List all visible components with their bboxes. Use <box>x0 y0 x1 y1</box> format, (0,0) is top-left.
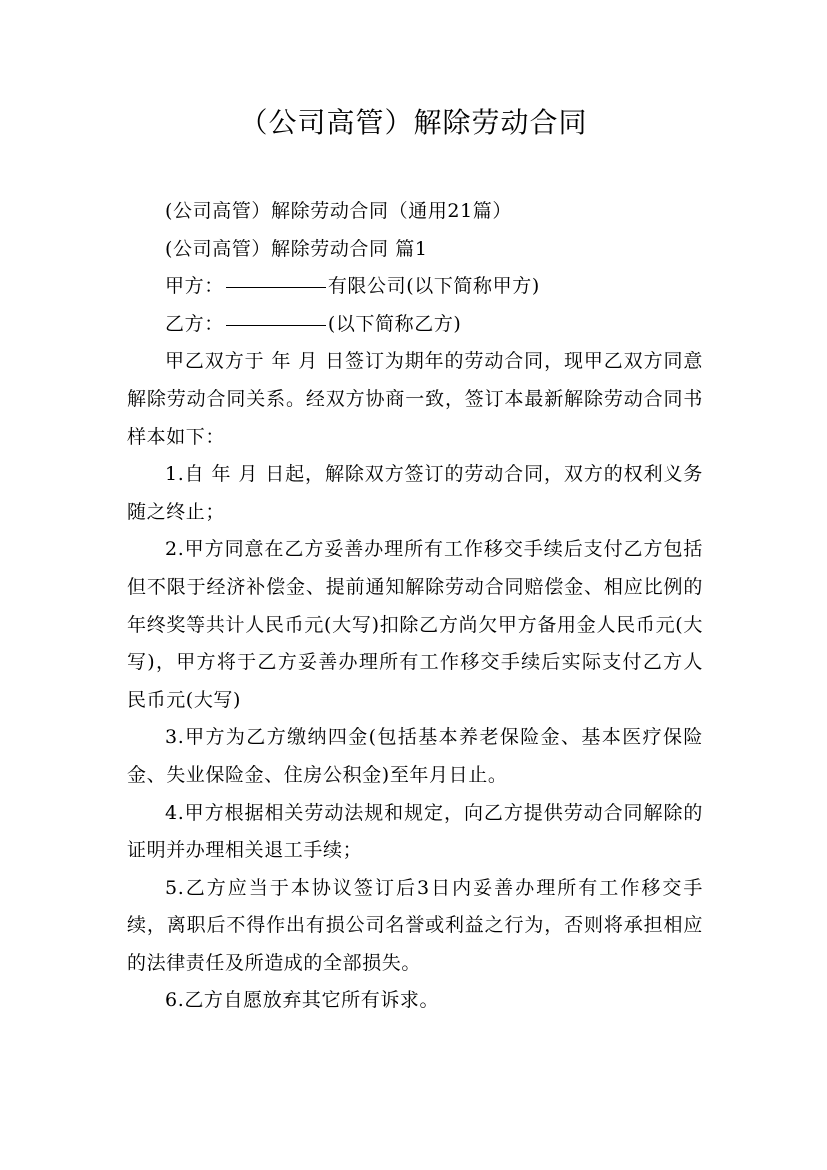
intro-line: (公司高管）解除劳动合同（通用21篇） <box>165 200 512 222</box>
paragraph-clause-2: 2.甲方同意在乙方妥善办理所有工作移交手续后支付乙方包括但不限于经济补偿金、提前通知解除劳动合同赔偿金、相应比例的年终奖等共计人民币元(大写)扣除乙方尚欠甲方备用金人民币元(大写)，甲方将于乙方妥善办理所有工作移交手续后实际支付乙方人民币元(大写) <box>127 538 703 711</box>
paragraph-clause-4: 4.甲方根据相关劳动法规和规定，向乙方提供劳动合同解除的证明并办理相关退工手续； <box>127 801 703 862</box>
party-b-suffix: (以下简称乙方) <box>327 312 462 335</box>
paragraph-clause-1: 1.自 年 月 日起，解除双方签订的劳动合同，双方的权利义务随之终止； <box>127 463 703 523</box>
paragraph-preamble: 甲乙双方于 年 月 日签订为期年的劳动合同，现甲乙双方同意解除劳动合同关系。经双方协商一致，签订本最新解除劳动合同书样本如下： <box>127 350 703 448</box>
party-a-label: 甲方： <box>165 275 224 298</box>
party-b-label: 乙方： <box>165 312 224 335</box>
document-body <box>127 193 703 1020</box>
party-a-line <box>127 268 703 306</box>
article-heading: (公司高管）解除劳动合同 篇1 <box>165 237 428 260</box>
party-a-suffix: 有限公司(以下简称甲方) <box>327 275 540 298</box>
document-title: （公司高管）解除劳动合同 <box>239 106 588 139</box>
party-b-blank <box>226 304 326 326</box>
paragraph-clause-3: 3.甲方为乙方缴纳四金(包括基本养老保险金、基本医疗保险金、失业保险金、住房公积金)至年月日止。 <box>127 726 703 786</box>
paragraph-clause-5: 5.乙方应当于本协议签订后3日内妥善办理所有工作移交手续，离职后不得作出有损公司名誉或利益之行为，否则将承担相应的法律责任及所造成的全部损失。 <box>127 876 703 974</box>
paragraph-clause-6: 6.乙方自愿放弃其它所有诉求。 <box>165 989 440 1012</box>
party-a-blank <box>226 266 326 288</box>
party-b-line <box>127 306 703 344</box>
